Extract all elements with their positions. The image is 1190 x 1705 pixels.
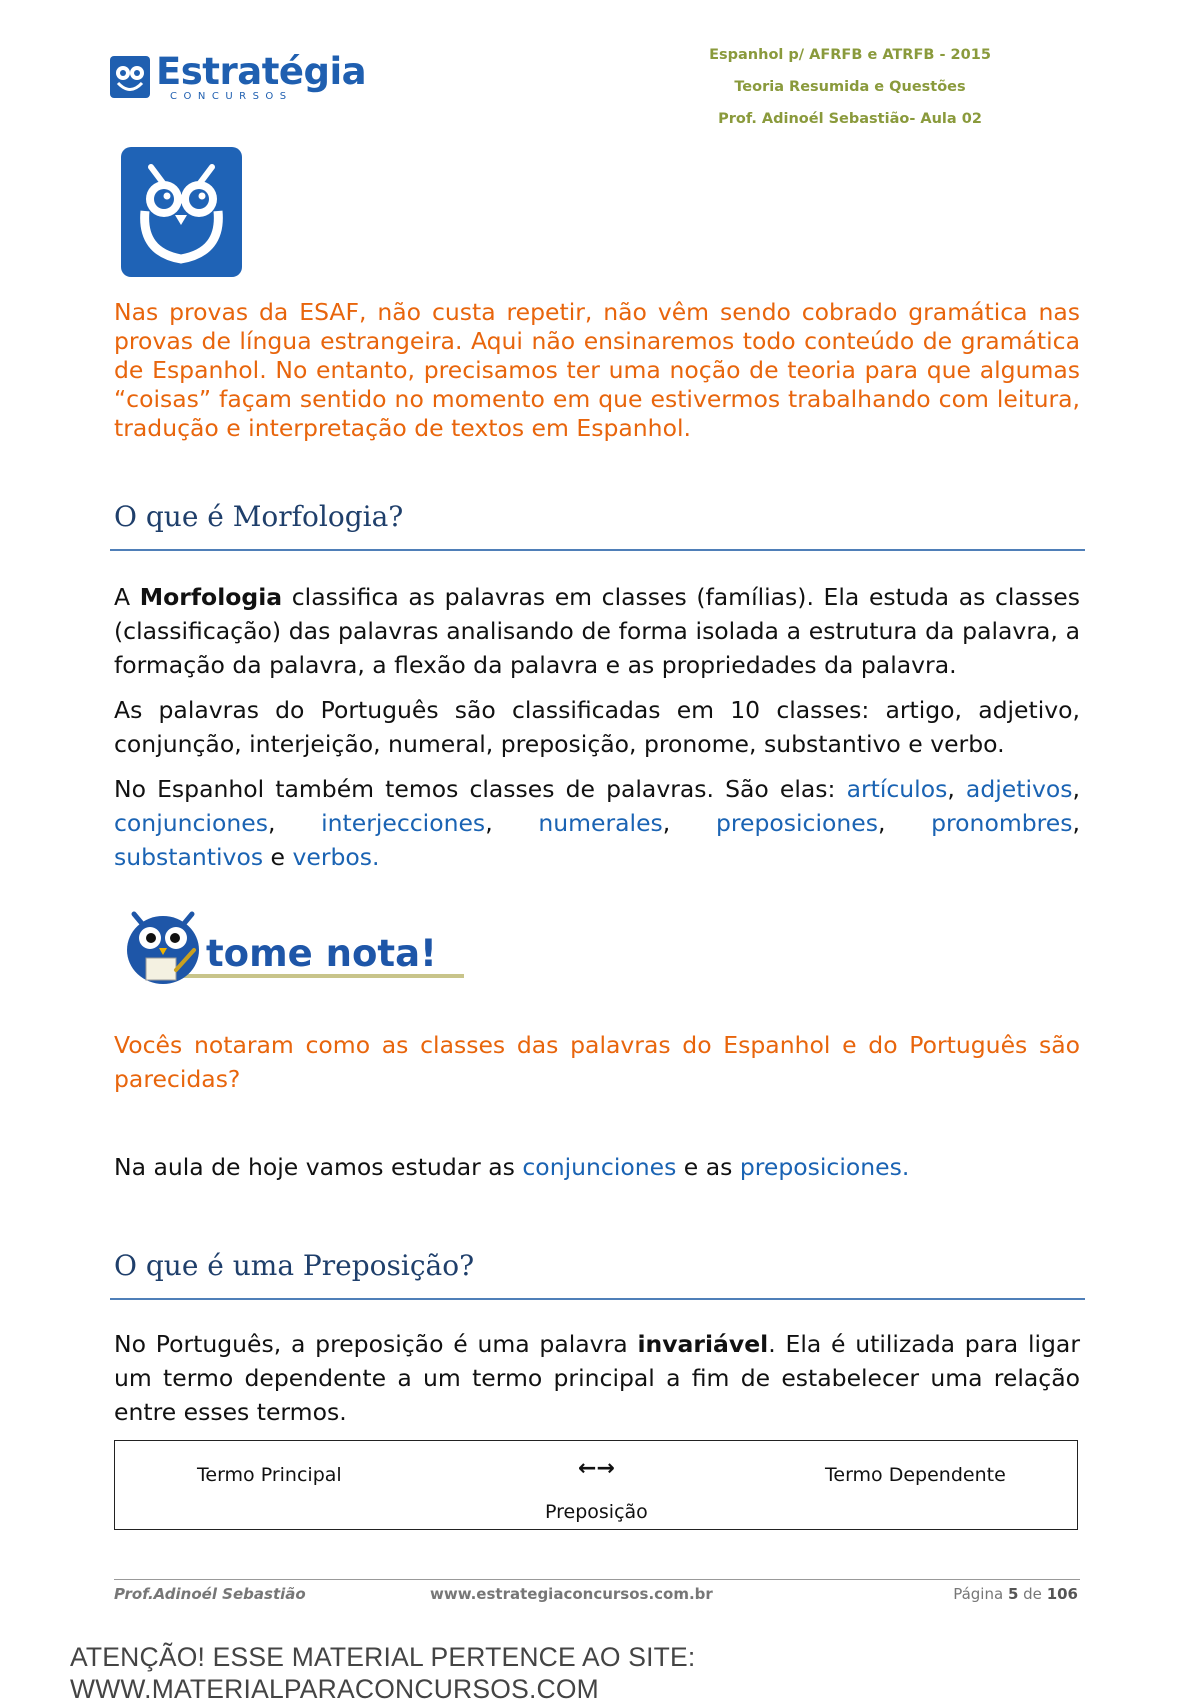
term-conjunciones: conjunciones xyxy=(522,1153,677,1181)
diagram-preposicao: Preposição xyxy=(545,1501,648,1523)
class-articulos: artículos xyxy=(846,775,948,803)
class-verbos: verbos. xyxy=(292,843,380,871)
watermark-warning: ATENÇÃO! ESSE MATERIAL PERTENCE AO SITE: WWW.MATERIALPARACONCURSOS.COM xyxy=(70,1642,696,1704)
tome-nota-label: tome nota! xyxy=(206,932,437,975)
logo-name: Estratégia xyxy=(156,50,367,93)
owl-logo-icon xyxy=(110,56,150,98)
footer-page-number: Página 5 de 106 xyxy=(953,1585,1078,1603)
today-paragraph: Na aula de hoje vamos estudar as conjunciones e as preposiciones. xyxy=(114,1153,910,1181)
owl-icon xyxy=(121,147,242,277)
course-professor: Prof. Adinoél Sebastião- Aula 02 xyxy=(718,111,982,127)
course-subtitle: Teoria Resumida e Questões xyxy=(734,79,966,95)
course-title: Espanhol p/ AFRFB e ATRFB - 2015 xyxy=(709,47,991,63)
estrategia-logo xyxy=(110,50,367,104)
paragraph-portugues-classes: As palavras do Português são classificadas em 10 classes: artigo, adjetivo, conjunção, interjeição, numeral, preposição, pronome, substantivo e verbo. xyxy=(114,696,1080,758)
logo-subtitle: CONCURSOS xyxy=(170,91,293,102)
intro-paragraph: Nas provas da ESAF, não custa repetir, não vêm sendo cobrado gramática nas provas de língua estrangeira. Aqui não ensinaremos todo conteúdo de gramática de Espanhol. No entanto, precisamos ter uma noção de teoria para que algumas “coisas” façam sentido no momento em que estivermos trabalhando com leitura, tradução e interpretação de textos em Espanhol. xyxy=(114,298,1080,442)
paragraph-preposicao: No Português, a preposição é uma palavra invariável. Ela é utilizada para ligar um termo dependente a um termo principal a fim de estabelecer uma relação entre esses termos. xyxy=(114,1330,1080,1426)
class-pronombres: pronombres xyxy=(931,809,1073,837)
section-heading-preposicao: O que é uma Preposição? xyxy=(114,1249,475,1282)
class-interjecciones: interjecciones xyxy=(321,809,486,837)
footer-author: Prof.Adinoél Sebastião xyxy=(114,1585,306,1603)
class-numerales: numerales xyxy=(538,809,663,837)
bidirectional-arrow-icon: ←→ xyxy=(578,1456,615,1481)
section-heading-morfologia: O que é Morfologia? xyxy=(114,500,404,533)
term-morfologia: Morfologia xyxy=(139,583,283,611)
term-invariavel: invariável xyxy=(637,1330,769,1358)
preposition-diagram xyxy=(114,1440,1078,1530)
paragraph-espanhol-classes: No Espanhol também temos classes de palavras. São elas: artículos, adjetivos, conjunciones, interjecciones, numerales, preposiciones, pronombres, substantivos e verbos. xyxy=(114,775,1080,871)
section-divider xyxy=(110,1298,1085,1300)
section-divider xyxy=(110,549,1085,551)
owl-writing-icon xyxy=(114,900,214,990)
class-conjunciones: conjunciones xyxy=(114,809,268,837)
term-preposiciones: preposiciones. xyxy=(739,1153,910,1181)
footer-site-link[interactable]: www.estrategiaconcursos.com.br xyxy=(430,1585,713,1603)
paragraph-morfologia: A Morfologia classifica as palavras em classes (famílias). Ela estuda as classes (classificação) das palavras analisando de forma isolada a estrutura da palavra, a formação da palavra, a flexão da palavra e as propriedades da palavra. xyxy=(114,583,1081,679)
class-adjetivos: adjetivos xyxy=(965,775,1073,803)
diagram-termo-dependente: Termo Dependente xyxy=(825,1464,1006,1486)
tome-nota-banner xyxy=(114,900,484,992)
footer-divider xyxy=(114,1579,1080,1580)
diagram-termo-principal: Termo Principal xyxy=(197,1464,342,1486)
class-preposiciones: preposiciones xyxy=(715,809,878,837)
note-paragraph: Vocês notaram como as classes das palavras do Espanhol e do Português são parecidas? xyxy=(114,1031,1080,1093)
class-substantivos: substantivos xyxy=(114,843,264,871)
